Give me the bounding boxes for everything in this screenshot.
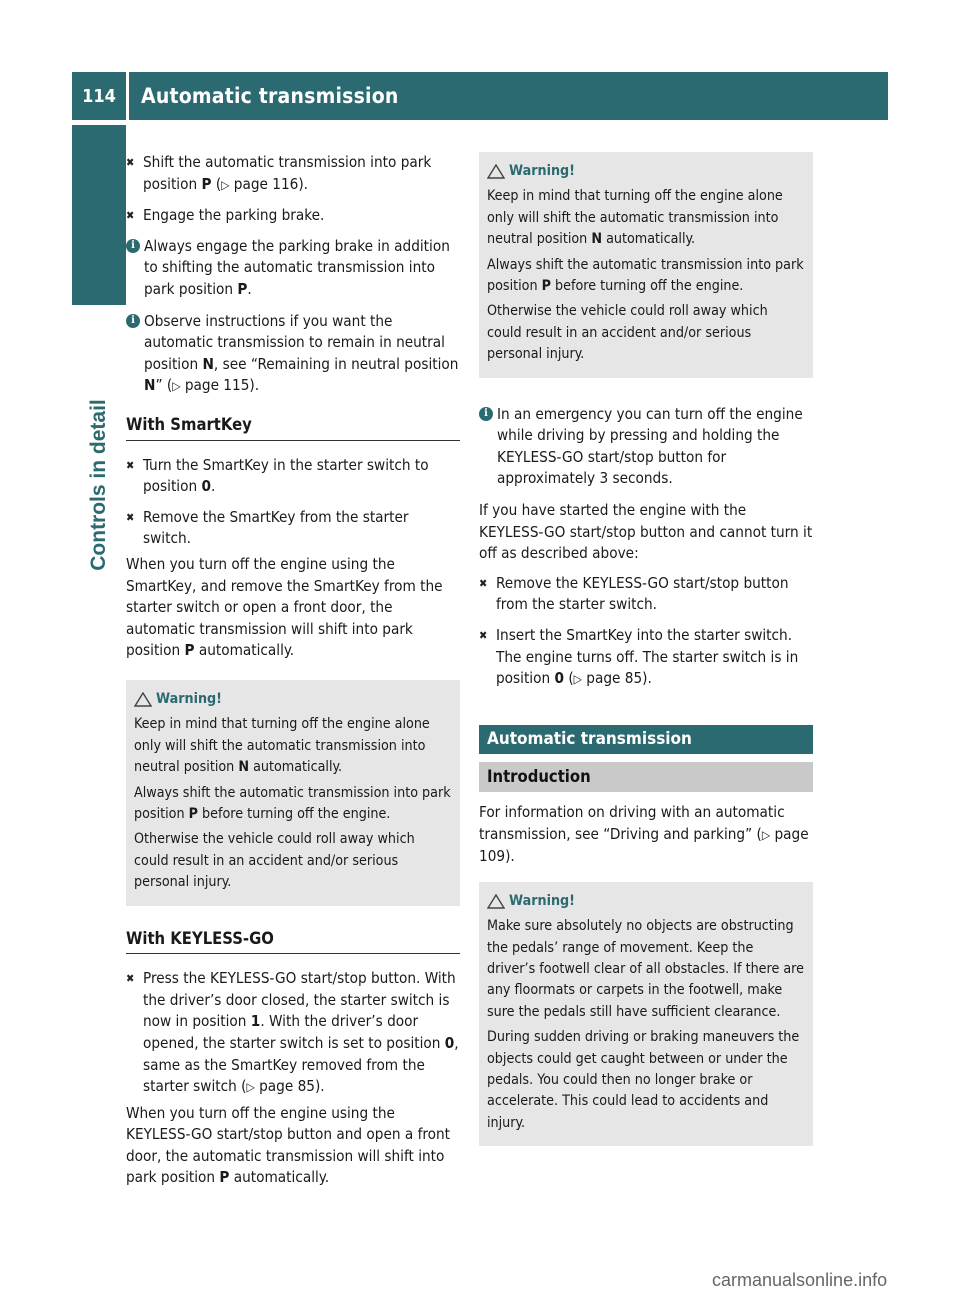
side-tab — [72, 125, 126, 1255]
warning-triangle-icon — [487, 164, 505, 179]
step-item: ✖ Insert the SmartKey into the starter switch. The engine turns off. The starter switch is in position 0 (▷ page 85). — [479, 625, 813, 691]
page-title: Automatic transmission — [141, 84, 399, 108]
info-note: i Observe instructions if you want the automatic transmission to remain in neutral position N, see “Remaining in neutral position N” (▷ page 115). — [126, 311, 460, 398]
warning-triangle-icon — [487, 894, 505, 909]
page-ref-link[interactable]: page 85). — [581, 669, 652, 688]
section-title: Automatic transmission — [479, 725, 813, 755]
step-item: ✖ Turn the SmartKey in the starter switch to position 0. — [126, 455, 460, 498]
body-paragraph: When you turn off the engine using the SmartKey, and remove the SmartKey from the starter switch or open a front door, the automatic transmission will shift into park position P automatically. — [126, 554, 443, 660]
body-paragraph: When you turn off the engine using the KEYLESS-GO start/stop button and open a front door, the automatic transmission will shift into park position P automatically. — [126, 1103, 451, 1187]
side-tab-label: Controls in detail — [87, 399, 110, 571]
heading-with-smartkey: With SmartKey — [126, 414, 460, 441]
right-column — [479, 152, 813, 1168]
step-item: ✖ Shift the automatic transmission into park position P (▷ page 116). — [126, 152, 460, 196]
page-ref-link[interactable]: page 116). — [229, 174, 309, 193]
info-note: i In an emergency you can turn off the engine while driving by pressing and holding the KEYLESS-GO start/stop button for approximately 3 seconds. — [479, 404, 813, 490]
warning-box: Warning! Keep in mind that turning off the engine alone only will shift the automatic transmission into neutral position N automatically. Always shift the automatic transmission into park position P before turning off the engine. Otherwise the vehicle could roll away which could result in an accident and/or serious personal injury. — [479, 152, 813, 378]
info-note: i Always engage the parking brake in addition to shifting the automatic transmission into park position P. — [126, 236, 460, 301]
page-ref-arrow-icon: ▷ — [221, 177, 230, 192]
step-item: ✖ Press the KEYLESS-GO start/stop button. With the driver’s door closed, the starter switch is now in position 1. With the driver’s door opened, the starter switch is set to position 0, same as the SmartKey removed from the starter switch (▷ page 85). — [126, 968, 460, 1099]
body-paragraph: If you have started the engine with the KEYLESS-GO start/stop button and cannot turn it off as described above: — [479, 501, 813, 563]
page-ref-link[interactable]: page 85). — [254, 1077, 325, 1096]
page-ref-arrow-icon: ▷ — [573, 672, 582, 687]
subsection-title: Introduction — [479, 762, 813, 792]
warning-triangle-icon — [134, 692, 152, 707]
page-ref-link[interactable]: page 109). — [479, 824, 809, 866]
info-circle-icon: i — [126, 239, 140, 253]
info-circle-icon: i — [479, 407, 493, 421]
side-tab-block — [72, 125, 126, 305]
warning-box: Warning! Keep in mind that turning off the engine alone only will shift the automatic transmission into neutral position N automatically. Always shift the automatic transmission into park position P before turning off the engine. Otherwise the vehicle could roll away which could result in an accident and/or serious personal injury. — [126, 680, 460, 906]
watermark: carmanualsonline.info — [712, 1270, 888, 1290]
warning-header: Warning! — [487, 161, 805, 182]
page-header — [72, 72, 888, 120]
heading-with-keyless-go: With KEYLESS-GO — [126, 928, 460, 955]
step-item: ✖ Engage the parking brake. — [126, 205, 460, 227]
warning-header: Warning! — [487, 891, 805, 912]
warning-box: Warning! Make sure absolutely no objects are obstructing the pedals’ range of movement. Keep the driver’s footwell clear of all obstacles. If there are any floormats or carpets in the footwell, make sure the pedals still have sufficient clearance. During sudden driving or braking maneuvers the objects could get caught between or under the pedals. You could then no longer brake or accelerate. This could lead to accidents and injury. — [479, 882, 813, 1146]
info-circle-icon: i — [126, 314, 140, 328]
page-ref-arrow-icon: ▷ — [761, 827, 771, 842]
left-column — [126, 152, 460, 1197]
step-item: ✖ Remove the SmartKey from the starter switch. — [126, 507, 460, 550]
warning-header: Warning! — [134, 689, 452, 710]
page-ref-link[interactable]: page 115). — [180, 376, 260, 395]
page-number: 114 — [82, 85, 116, 107]
page-ref-arrow-icon: ▷ — [172, 379, 181, 394]
side-tab-label-wrap — [72, 315, 126, 655]
step-item: ✖ Remove the KEYLESS-GO start/stop button from the starter switch. — [479, 573, 813, 616]
page-ref-arrow-icon: ▷ — [246, 1080, 255, 1095]
body-paragraph: For information on driving with an automatic transmission, see “Driving and parking” (▷ page 109). — [479, 802, 809, 866]
